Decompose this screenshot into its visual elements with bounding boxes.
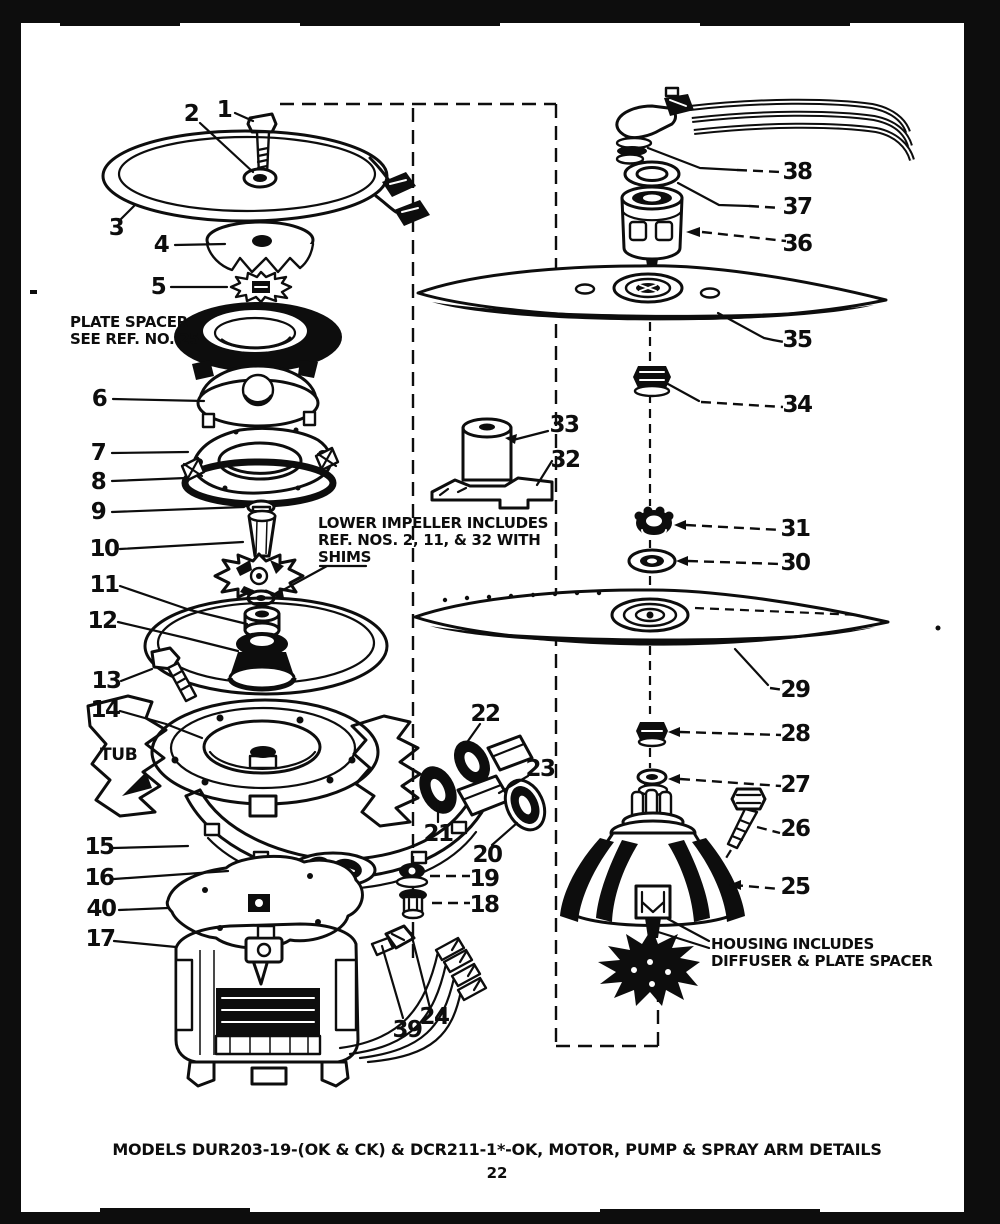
arrowhead-27 <box>668 774 680 784</box>
washer-30 <box>629 550 675 572</box>
washer-2 <box>244 169 276 187</box>
nut-19 <box>397 863 427 887</box>
grommet-20 <box>498 774 553 836</box>
arrowhead-28 <box>668 727 680 737</box>
callout-14: 14 <box>90 697 120 723</box>
callout-2: 2 <box>183 101 199 127</box>
callout-26: 26 <box>780 816 810 842</box>
motor-mount-plate-40 <box>167 856 362 984</box>
arrowhead-30 <box>676 556 688 566</box>
lower-impeller-note: LOWER IMPELLER INCLUDES REF. NOS. 2, 11, & 32 WITH SHIMS <box>318 514 549 566</box>
figure-caption: MODELS DUR203-19-(OK & CK) & DCR211-1*-OK, MOTOR, PUMP & SPRAY ARM DETAILS <box>112 1140 882 1159</box>
callout-32: 32 <box>550 447 580 473</box>
bolt-13 <box>152 648 196 701</box>
lower-spray-arm-29 <box>415 590 888 644</box>
callout-7: 7 <box>90 440 106 466</box>
callout-21: 21 <box>423 821 453 847</box>
callout-13: 13 <box>91 668 121 694</box>
callout-5: 5 <box>150 274 166 300</box>
callout-16: 16 <box>84 865 114 891</box>
callout-40: 40 <box>86 896 116 922</box>
arrowhead-36 <box>686 227 700 237</box>
nut-34 <box>633 366 671 396</box>
callout-19: 19 <box>469 866 499 892</box>
callout-31: 31 <box>780 516 810 542</box>
arrowhead-31 <box>674 520 686 530</box>
impeller-cylinder-33 <box>463 419 511 480</box>
tub-label: TUB <box>100 745 138 765</box>
callout-4: 4 <box>153 232 169 258</box>
callout-29: 29 <box>780 677 810 703</box>
plate-4 <box>207 222 313 272</box>
nut-28 <box>636 722 668 746</box>
callout-23: 23 <box>525 756 555 782</box>
callout-34: 34 <box>782 392 812 418</box>
plate-spacer-note: PLATE SPACER SEE REF. NO. 25 <box>70 313 200 348</box>
impeller-5 <box>231 272 291 302</box>
seal-ring-37 <box>625 162 679 186</box>
callout-25: 25 <box>780 874 810 900</box>
callout-28: 28 <box>780 721 810 747</box>
bolt-1 <box>248 114 276 174</box>
callout-20: 20 <box>472 842 502 868</box>
callout-3: 3 <box>108 215 124 241</box>
callout-36: 36 <box>782 231 812 257</box>
upper-spray-arm-35 <box>418 266 886 321</box>
housing-note: HOUSING INCLUDES DIFFUSER & PLATE SPACER <box>711 935 933 970</box>
bracket-32 <box>432 478 552 508</box>
callout-38: 38 <box>782 159 812 185</box>
callout-15: 15 <box>84 834 114 860</box>
pump-housing-25 <box>560 785 745 938</box>
callout-33: 33 <box>549 412 579 438</box>
callout-35: 35 <box>782 327 812 353</box>
callout-9: 9 <box>90 499 106 525</box>
callout-27: 27 <box>780 772 810 798</box>
bell-housing-6 <box>198 366 318 427</box>
callout-1: 1 <box>216 97 232 123</box>
lower-impeller-10 <box>215 511 303 598</box>
bearing-cup-36 <box>622 187 682 272</box>
callout-6: 6 <box>91 386 107 412</box>
callout-22: 22 <box>470 701 500 727</box>
callout-18: 18 <box>469 892 499 918</box>
fastener-18 <box>399 889 427 918</box>
bolt-26 <box>728 789 765 848</box>
nut-31 <box>635 507 674 537</box>
callout-8: 8 <box>90 469 106 495</box>
callout-17: 17 <box>85 926 115 952</box>
callout-11: 11 <box>89 572 119 598</box>
sleeve-23 <box>458 776 510 815</box>
callout-30: 30 <box>780 550 810 576</box>
callout-37: 37 <box>782 194 812 220</box>
callout-12: 12 <box>87 608 117 634</box>
callout-39: 39 <box>392 1017 422 1043</box>
callout-10: 10 <box>89 536 119 562</box>
motor-17 <box>176 924 358 1086</box>
page-number: 22 <box>486 1164 508 1182</box>
callout-24: 24 <box>419 1004 449 1030</box>
